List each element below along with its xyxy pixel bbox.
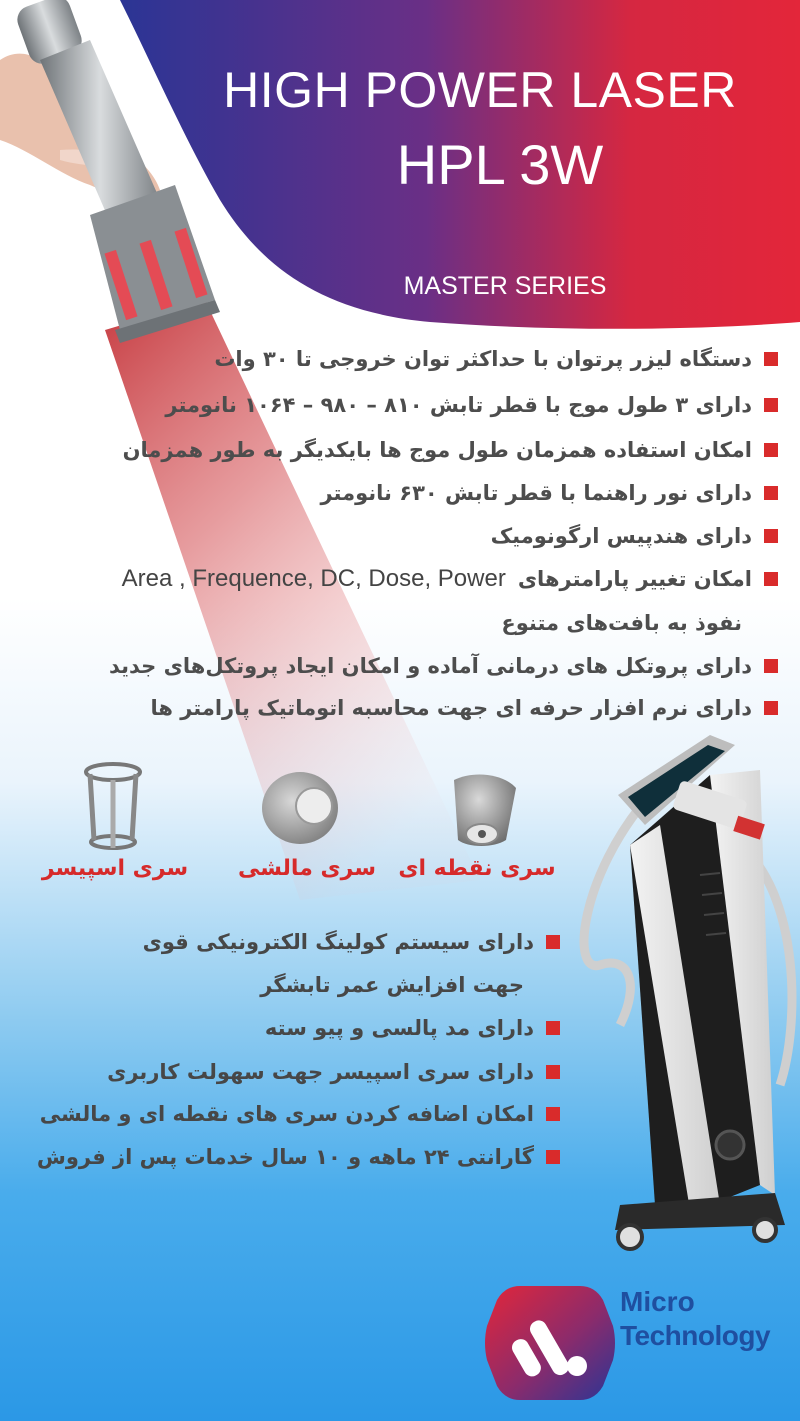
feature-item (150, 690, 778, 726)
feature-text: امکان اضافه کردن سری های نقطه ای و مالشی (39, 1102, 534, 1126)
brand-name-line2: Technology (620, 1320, 771, 1351)
feature-item (107, 1055, 560, 1089)
feature-item (143, 925, 560, 959)
feature-item (491, 518, 778, 554)
feature-text: دستگاه لیزر پرتوان با حداکثر توان خروجی تا ۳۰ وات (214, 347, 752, 371)
bullet-square-icon (546, 935, 560, 949)
massage-tip-icon (258, 768, 342, 850)
bullet-square-icon (546, 1021, 560, 1035)
feature-item (40, 1097, 560, 1131)
bullet-square-icon (546, 1107, 560, 1121)
feature-text: دارای مد پالسی و پیو سته (264, 1016, 534, 1040)
feature-item (123, 432, 778, 468)
title-line2: HPL 3W (396, 133, 604, 196)
bullet-square-icon (764, 352, 778, 366)
tip-label-massage: سری مالشی (238, 856, 376, 881)
bullet-square-icon (764, 572, 778, 586)
feature-text: امکان تغییر پارامترهای (517, 567, 752, 591)
bullet-square-icon (764, 701, 778, 715)
bullet-square-icon (764, 398, 778, 412)
laser-device-icon (560, 725, 800, 1255)
series-label: MASTER SERIES (403, 272, 607, 300)
title-line1: HIGH POWER LASER (223, 62, 737, 118)
feature-text: دارای پروتکل‌ های درمانی آماده و امکان ایجاد پروتکل‌های جدید (109, 654, 752, 678)
feature-continuation (501, 605, 742, 641)
feature-item (265, 1011, 560, 1045)
feature-text: امکان استفاده همزمان طول موج ها بایکدیگر به طور همزمان (122, 438, 752, 462)
feature-item (214, 341, 778, 377)
tip-label-point: سری نقطه ای (398, 856, 556, 881)
feature-text: نفوذ به بافت‌های متنوع (501, 611, 742, 635)
feature-item (165, 387, 778, 423)
feature-item (109, 648, 778, 684)
tip-label-spacer: سری اسپیسر (41, 856, 189, 881)
feature-text: گارانتی ۲۴ ماهه و ۱۰ سال خدمات پس از فروش (36, 1145, 534, 1169)
feature-text: دارای هندپیس ارگونومیک (490, 524, 752, 548)
feature-text: دارای سری اسپیسر جهت سهولت کاربری (107, 1060, 534, 1084)
feature-continuation (260, 968, 524, 1002)
bullet-square-icon (764, 486, 778, 500)
feature-item (320, 475, 778, 511)
feature-item (37, 1140, 560, 1174)
feature-text: دارای ۳ طول موج با قطر تابش ۸۱۰ – ۹۸۰ – ۱۰۶۴ نانومتر (165, 393, 752, 417)
brand-name-line1: Micro (620, 1286, 695, 1317)
bullet-square-icon (546, 1150, 560, 1164)
brand-logo-icon (485, 1278, 615, 1408)
spacer-tip-icon (82, 762, 144, 850)
feature-text: جهت افزایش عمر تابشگر (260, 973, 524, 997)
bullet-square-icon (764, 443, 778, 457)
bullet-square-icon (546, 1065, 560, 1079)
feature-text: دارای نرم افزار حرفه ای جهت محاسبه اتوماتیک پارامتر ها (150, 696, 752, 720)
feature-text: دارای سیستم کولینگ الکترونیکی قوی (142, 930, 534, 954)
bullet-square-icon (764, 659, 778, 673)
point-tip-icon (444, 770, 520, 850)
params-list: Area , Frequence, DC, Dose, Power (121, 565, 506, 592)
bullet-square-icon (764, 529, 778, 543)
feature-item-params (122, 561, 778, 597)
feature-text: دارای نور راهنما با قطر تابش ۶۳۰ نانومتر (320, 481, 752, 505)
